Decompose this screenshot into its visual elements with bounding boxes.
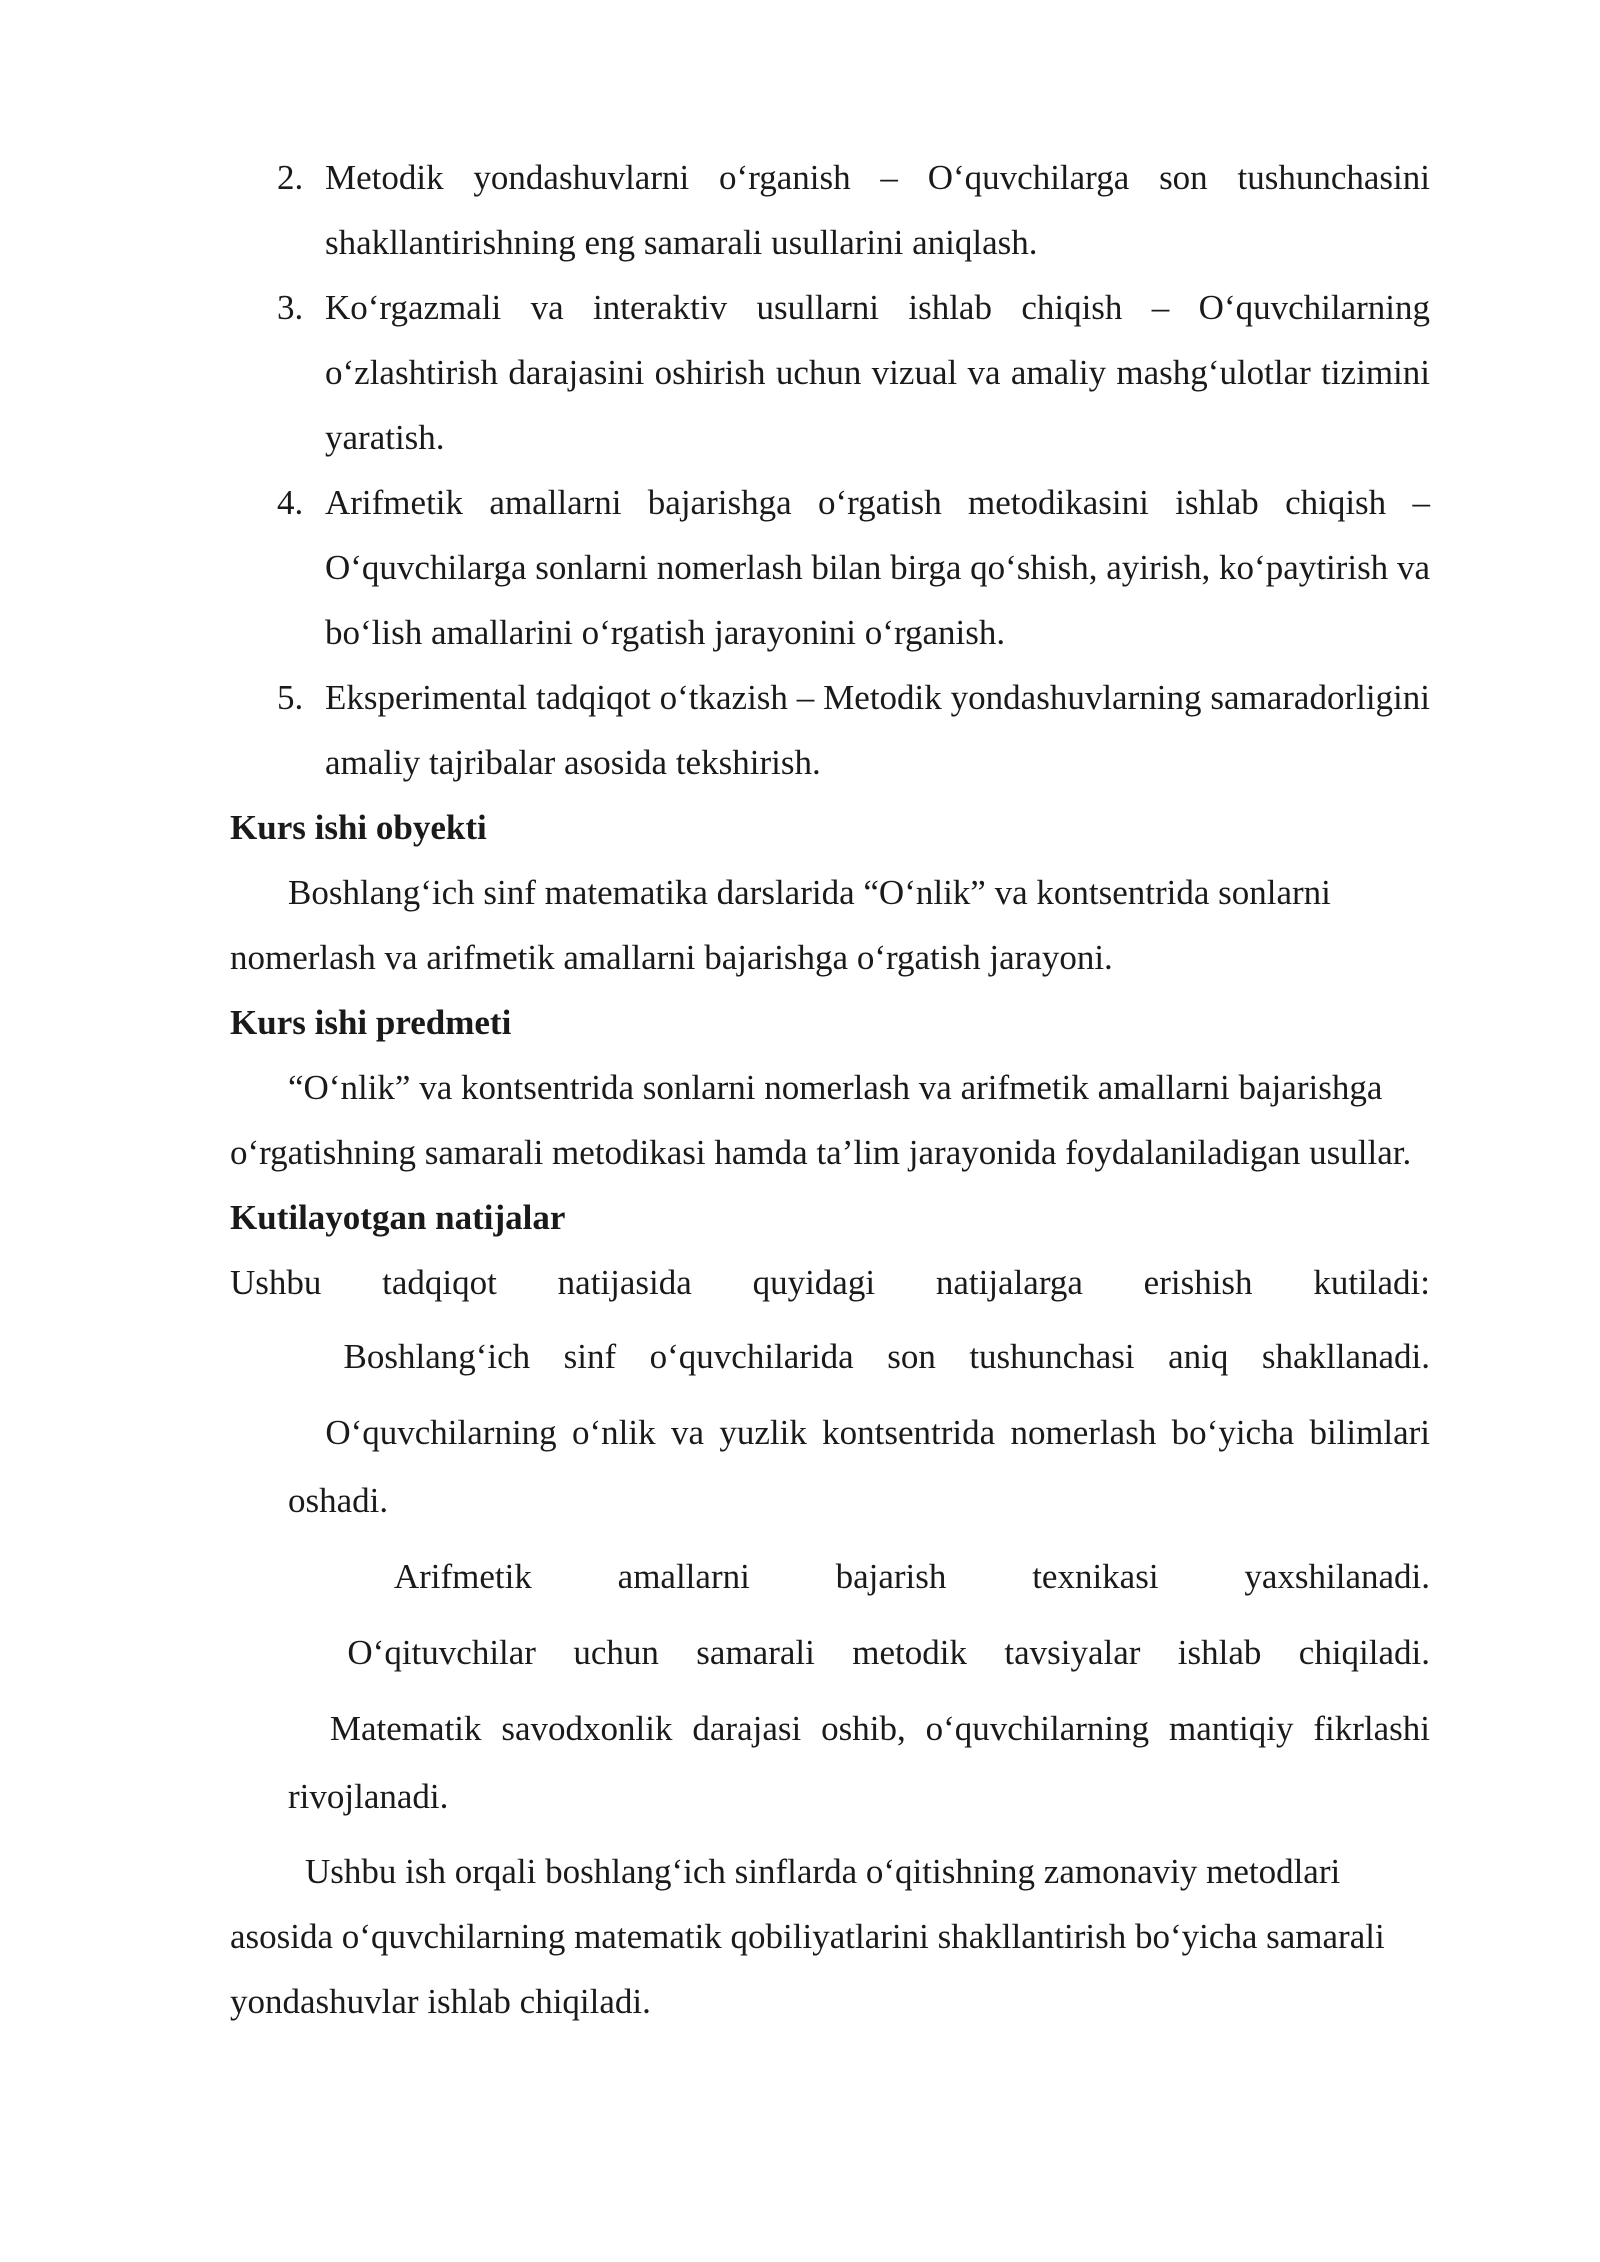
list-item-text: Ko‘rgazmali va interaktiv usullarni ishlab chiqish – O‘quvchilarning o‘zlashtirish darajasini oshirish uchun vizual va amaliy mashg‘ulotlar tizimini yaratish. — [325, 288, 1430, 457]
object-heading: Kurs ishi obyekti — [230, 808, 487, 847]
list-item-number: 2. — [277, 158, 304, 197]
bullet-item — [288, 1619, 1430, 1687]
bullet-text: Boshlang‘ich sinf o‘quvchilarida son tushunchasi aniq shakllanadi. — [343, 1337, 1430, 1376]
list-item-number: 4. — [277, 483, 304, 522]
bullet-item — [288, 1543, 1430, 1611]
bullet-item — [288, 1695, 1430, 1831]
list-item-number: 5. — [277, 678, 304, 717]
subject-heading: Kurs ishi predmeti — [230, 1003, 512, 1042]
list-item-text: Eksperimental tadqiqot o‘tkazish – Metodik yondashuvlarning samaradorligini amaliy tajribalar asosida tekshirish. — [325, 678, 1430, 782]
numbered-list — [230, 145, 1430, 795]
list-item-text: Metodik yondashuvlarni o‘rganish – O‘quvchilarga son tushunchasini shakllantirishning eng samarali usullarini aniqlash. — [325, 158, 1430, 262]
subject-paragraph: “O‘nlik” va kontsentrida sonlarni nomerlash va arifmetik amallarni bajarishga o‘rgatishning samarali metodikasi hamda ta’lim jarayonida foydalaniladigan usullar. — [230, 1068, 1412, 1172]
results-bullet-list — [230, 1323, 1430, 1831]
bullet-item — [288, 1399, 1430, 1535]
bullet-text: O‘quvchilarning o‘nlik va yuzlik kontsentrida nomerlash bo‘yicha bilimlari oshadi. — [288, 1413, 1430, 1520]
bullet-text: Matematik savodxonlik darajasi oshib, o‘quvchilarning mantiqiy fikrlashi rivojlanadi. — [288, 1709, 1430, 1816]
results-intro: Ushbu tadqiqot natijasida quyidagi natijalarga erishish kutiladi: — [230, 1263, 1430, 1302]
list-item — [230, 145, 1430, 275]
bullet-text: Arifmetik amallarni bajarish texnikasi yaxshilanadi. — [393, 1557, 1430, 1596]
list-item — [230, 665, 1430, 795]
bullet-item — [288, 1323, 1430, 1391]
results-heading: Kutilayotgan natijalar — [230, 1198, 566, 1237]
list-item — [230, 275, 1430, 470]
list-item-number: 3. — [277, 288, 304, 327]
closing-paragraph: Ushbu ish orqali boshlang‘ich sinflarda o‘qitishning zamonaviy metodlari asosida o‘quvchilarning matematik qobiliyatlarini shakllantirish bo‘yicha samarali yondashuvlar ishlab chiqiladi. — [230, 1852, 1385, 2021]
bullet-text: O‘qituvchilar uchun samarali metodik tavsiyalar ishlab chiqiladi. — [347, 1633, 1431, 1672]
object-paragraph: Boshlang‘ich sinf matematika darslarida “O‘nlik” va kontsentrida sonlarni nomerlash va arifmetik amallarni bajarishga o‘rgatish jarayoni. — [230, 873, 1331, 977]
list-item-text: Arifmetik amallarni bajarishga o‘rgatish metodikasini ishlab chiqish – O‘quvchilarga sonlarni nomerlash bilan birga qo‘shish, ayirish, ko‘paytirish va bo‘lish amallarini o‘rgatish jarayonini o‘rganish. — [325, 483, 1430, 652]
document-page — [230, 145, 1430, 2034]
list-item — [230, 470, 1430, 665]
